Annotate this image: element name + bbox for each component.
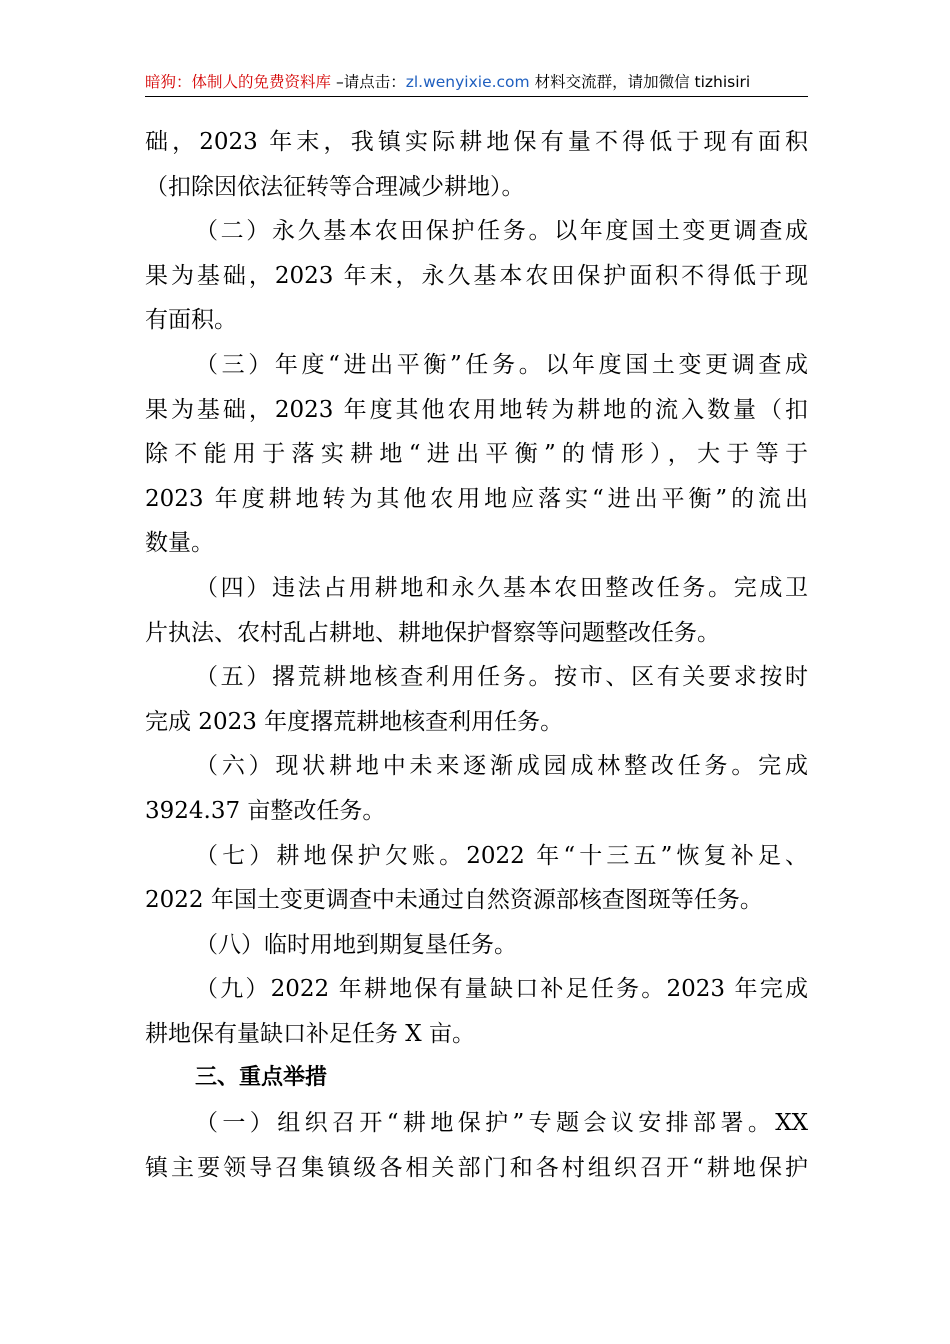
body-text-line: 果为基础，2023 年末，永久基本农田保护面积不得低于现 xyxy=(145,262,808,289)
document-body xyxy=(145,120,808,1190)
body-text-line: 础，2023 年末，我镇实际耕地保有量不得低于现有面积 xyxy=(145,129,808,155)
body-text-line: （九）2022 年耕地保有量缺口补足任务。2023 年完成 xyxy=(195,976,808,1003)
body-text-line: （扣除因依法征转等合理减少耕地）。 xyxy=(145,173,525,200)
body-text-line: （一）组织召开“耕地保护”专题会议安排部署。XX xyxy=(195,1110,808,1137)
body-text-line: （六）现状耕地中未来逐渐成园成林整改任务。完成 xyxy=(195,753,808,780)
body-text-line: 2022 年国土变更调查中未通过自然资源部核查图斑等任务。 xyxy=(145,887,763,914)
body-text-line: 数量。 xyxy=(145,530,214,557)
header-divider xyxy=(145,96,808,97)
page-header xyxy=(145,70,808,94)
section-heading: 三、重点举措 xyxy=(195,1065,328,1091)
body-text-line: 有面积。 xyxy=(145,307,237,334)
body-text-line: 除不能用于落实耕地“进出平衡”的情形），大于等于 xyxy=(145,441,808,468)
body-text-line: （七）耕地保护欠账。2022 年“十三五”恢复补足、 xyxy=(195,842,808,869)
body-text-line: （三）年度“进出平衡”任务。以年度国土变更调查成 xyxy=(195,351,808,378)
body-text-line: 果为基础，2023 年度其他农用地转为耕地的流入数量（扣 xyxy=(145,396,808,423)
body-text-line: 完成 2023 年度撂荒耕地核查利用任务。 xyxy=(145,708,564,735)
body-text-line: 片执法、农村乱占耕地、耕地保护督察等问题整改任务。 xyxy=(145,619,720,646)
header-site-name[interactable]: 暗狗：体制人的免费资料库 xyxy=(145,73,332,91)
body-text-line: 2023 年度耕地转为其他农用地应落实“进出平衡”的流出 xyxy=(145,485,808,512)
header-url-link[interactable]: zl.wenyixie.com xyxy=(405,73,530,91)
body-text-line: 耕地保有量缺口补足任务 X 亩。 xyxy=(145,1020,475,1047)
body-text-line: （二）永久基本农田保护任务。以年度国土变更调查成 xyxy=(195,218,808,245)
header-group-info: 材料交流群，请加微信 tizhisiri xyxy=(529,73,751,91)
body-text-line: （八）临时用地到期复垦任务。 xyxy=(195,931,517,958)
header-click-prompt: –请点击： xyxy=(331,73,406,91)
body-text-line: （五）撂荒耕地核查利用任务。按市、区有关要求按时 xyxy=(195,664,808,691)
body-text-line: 镇主要领导召集镇级各相关部门和各村组织召开“耕地保护 xyxy=(145,1154,808,1181)
body-text-line: （四）违法占用耕地和永久基本农田整改任务。完成卫 xyxy=(195,574,808,601)
body-text-line: 3924.37 亩整改任务。 xyxy=(145,797,386,824)
